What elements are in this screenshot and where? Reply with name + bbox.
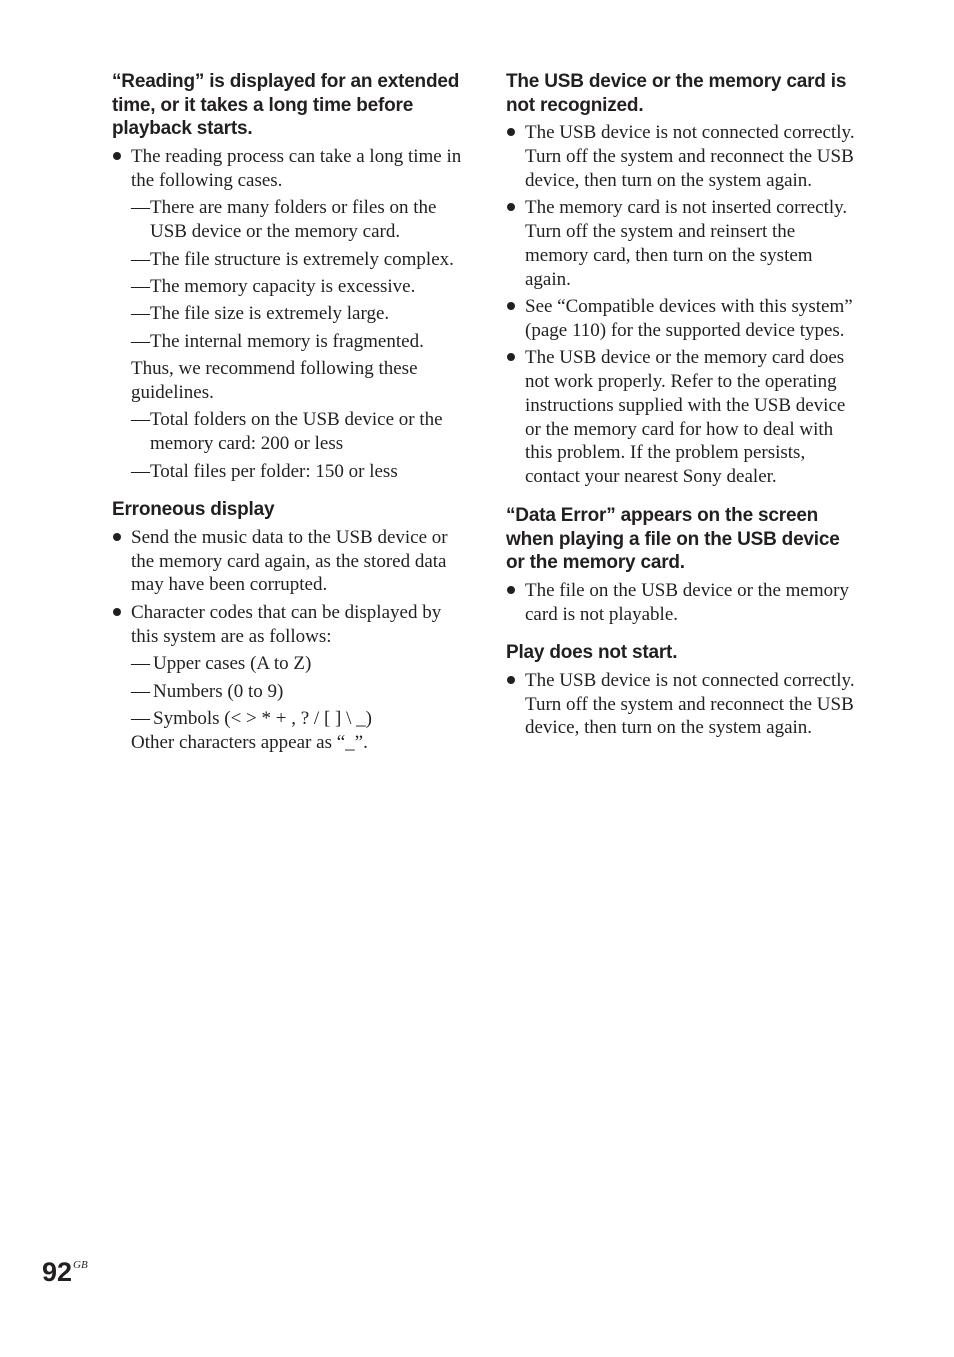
- section-heading: The USB device or the memory card is not recognized.: [506, 71, 847, 116]
- dash-item: — The memory capacity is excessive.: [131, 275, 464, 299]
- bullet-item: The USB device is not connected correctly. Turn off the system and reconnect the USB device, then turn on the system again.: [506, 121, 862, 192]
- dash-item: — There are many folders or files on the USB device or the memory card.: [131, 196, 464, 244]
- dash-list: [131, 408, 464, 483]
- left-column: [112, 70, 464, 770]
- page-number-suffix: GB: [73, 1259, 88, 1271]
- dash-item: — The internal memory is fragmented.: [131, 330, 464, 354]
- bullet-item: The memory card is not inserted correctly. Turn off the system and reinsert the memory card, then turn on the system again.: [506, 196, 862, 291]
- bullet-text: Character codes that can be displayed by this system are as follows:: [131, 601, 442, 647]
- bullet-item: See “Compatible devices with this system” (page 110) for the supported device types.: [506, 295, 862, 343]
- bullet-item: [112, 145, 464, 484]
- section-reading-delay: [112, 70, 464, 483]
- section-play-not-start: [506, 641, 862, 740]
- recommend-text: Thus, we recommend following these guidelines.: [131, 358, 418, 403]
- section-data-error: [506, 504, 862, 626]
- bullet-list: [112, 526, 464, 755]
- bullet-list: [112, 145, 464, 484]
- section-erroneous-display: [112, 498, 464, 755]
- bullet-item: The USB device or the memory card does not work properly. Refer to the operating instructions supplied with the USB device or the memory card for how to deal with this problem. If the problem persists, contact your nearest Sony dealer.: [506, 346, 862, 489]
- bullet-item: [112, 601, 464, 755]
- section-heading: Play does not start.: [506, 642, 678, 664]
- dash-list: [131, 652, 464, 731]
- dash-item: — Numbers (0 to 9): [131, 680, 464, 704]
- dash-item: — The file size is extremely large.: [131, 302, 464, 326]
- bullet-list: [506, 121, 862, 489]
- section-heading: “Reading” is displayed for an extended time, or it takes a long time before playback starts.: [112, 71, 460, 140]
- right-column: [506, 70, 862, 755]
- other-characters-text: Other characters appear as “_”.: [131, 732, 368, 754]
- dash-item: — Symbols (< > * + , ? / [ ] \ _): [131, 707, 464, 731]
- page-number-value: 92: [42, 1257, 73, 1287]
- bullet-item: The USB device is not connected correctly. Turn off the system and reconnect the USB device, then turn on the system again.: [506, 669, 862, 740]
- bullet-list: [506, 669, 862, 740]
- section-not-recognized: [506, 70, 862, 489]
- dash-list: [131, 196, 464, 353]
- bullet-item: The file on the USB device or the memory card is not playable.: [506, 579, 862, 627]
- page-number: [42, 1247, 88, 1290]
- bullet-text: The reading process can take a long time in the following cases.: [131, 145, 462, 191]
- dash-item: — Upper cases (A to Z): [131, 652, 464, 676]
- section-heading: “Data Error” appears on the screen when playing a file on the USB device or the memory card.: [506, 504, 840, 574]
- dash-item: — Total files per folder: 150 or less: [131, 460, 464, 484]
- section-heading: Erroneous display: [112, 499, 275, 521]
- bullet-item: Send the music data to the USB device or the memory card again, as the stored data may have been corrupted.: [112, 526, 464, 597]
- dash-item: — Total folders on the USB device or the memory card: 200 or less: [131, 408, 464, 456]
- dash-item: — The file structure is extremely complex.: [131, 248, 464, 272]
- bullet-list: [506, 579, 862, 627]
